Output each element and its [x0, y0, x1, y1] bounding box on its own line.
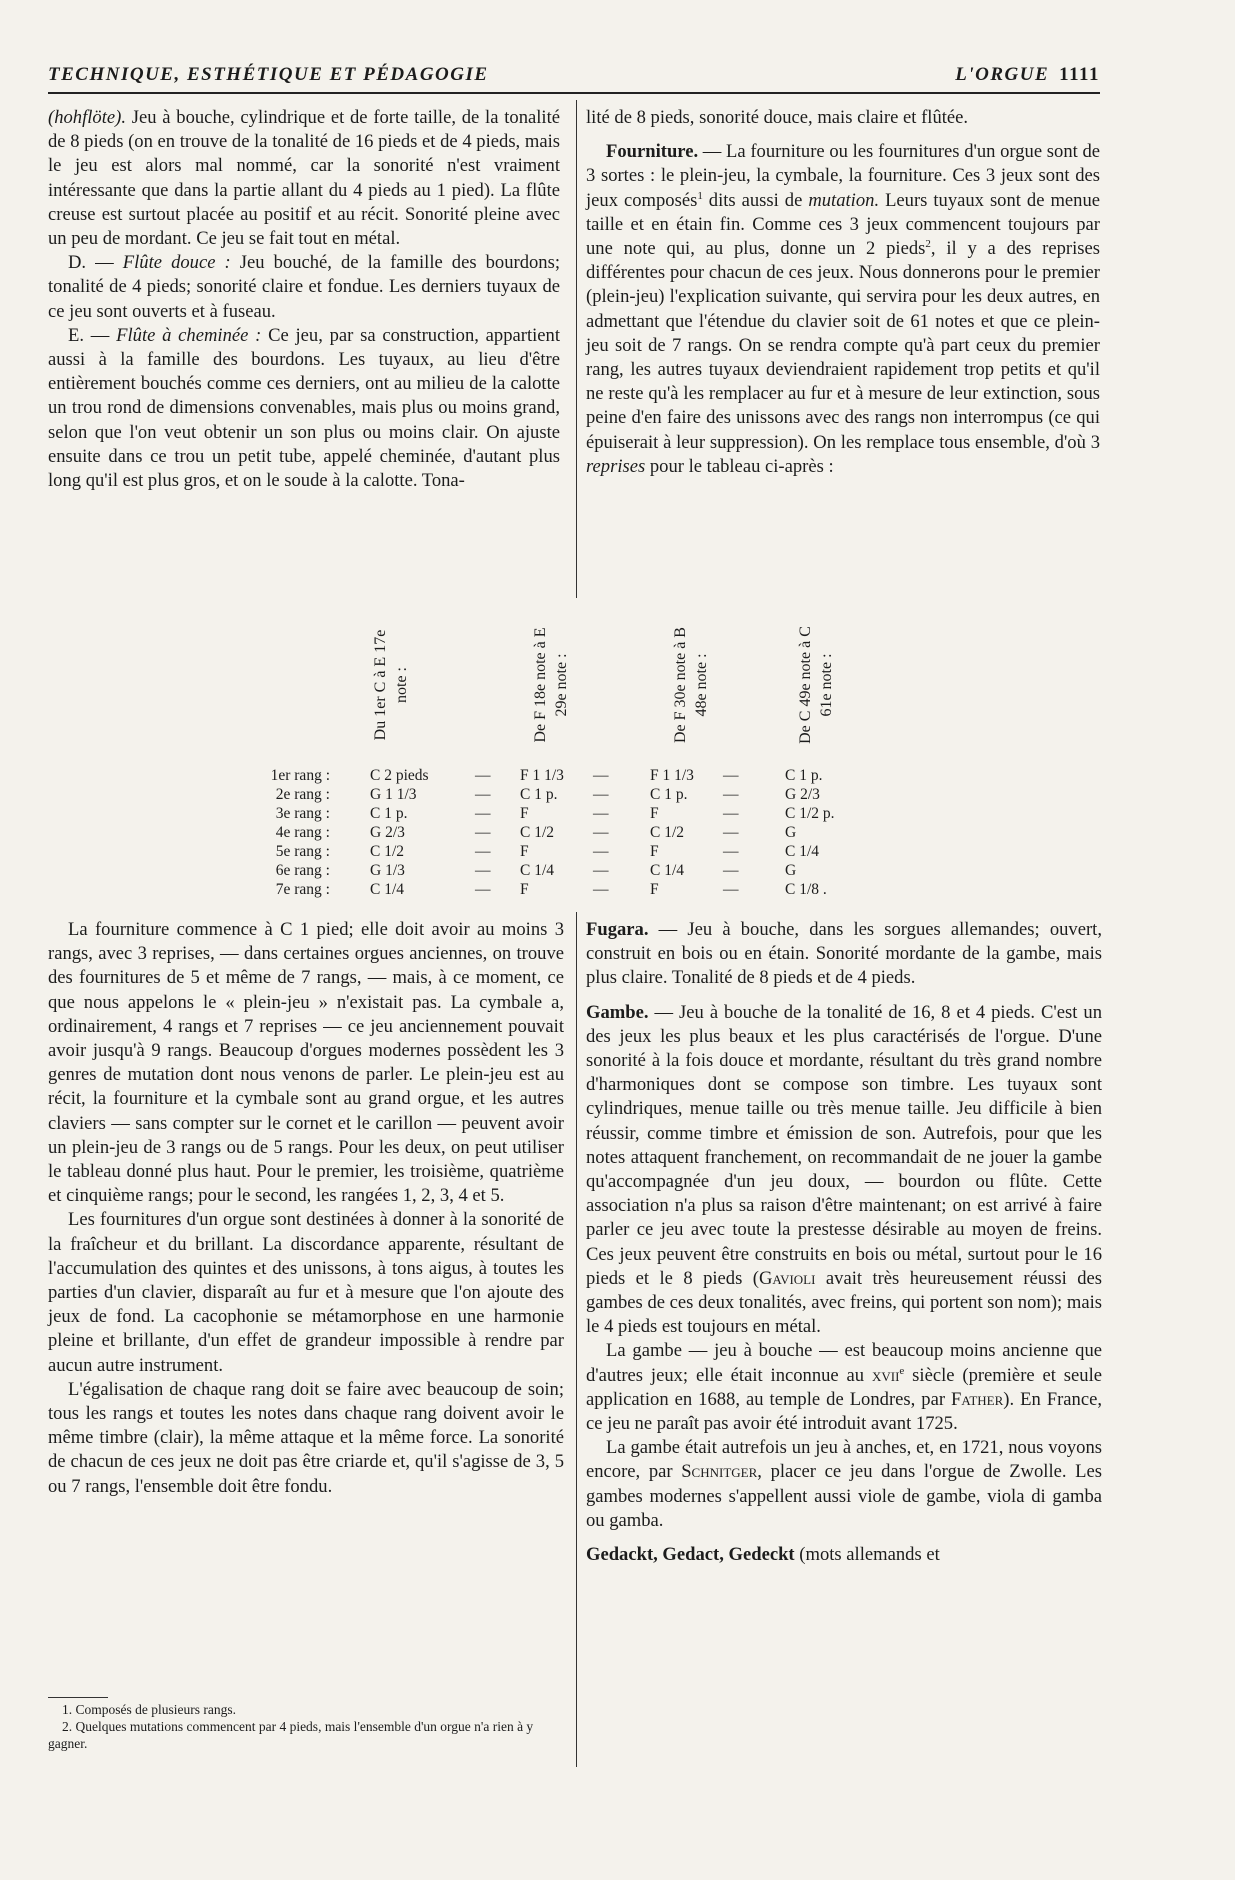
table-row [240, 786, 1040, 805]
text: , placer ce jeu dans l'orgue de Zwolle. Les gambes modernes s'appellent aussi viole de gambe, viola di gamba ou gamba. [586, 1461, 1102, 1531]
table-cell: G [785, 862, 797, 879]
column-bottom-left [48, 918, 564, 1499]
table-dash: — [723, 824, 739, 841]
column-top-right [586, 106, 1100, 479]
paragraph [586, 918, 1102, 991]
table-cell: G 1/3 [370, 862, 405, 879]
text: La gambe — jeu à bouche — est beaucoup moins ancienne que d'autres jeux; elle était inconnue au [586, 1340, 1102, 1386]
table-dash: — [723, 805, 739, 822]
text: — La fourniture ou les fournitures d'un orgue sont de 3 sortes : le plein-jeu, la cymbale, la fourniture. Ces 3 jeux sont des jeux composés [586, 141, 1100, 211]
table-cell: C 1/4 [785, 843, 820, 860]
table-cell: C 1/2 [650, 824, 685, 841]
table-cell: G [785, 824, 797, 841]
table-dash: — [723, 862, 739, 879]
table-cell: C 1/4 [370, 881, 405, 898]
page-number: 1111 [1059, 64, 1100, 85]
table-dash: — [593, 767, 609, 784]
text: Jeu à bouche, cylindrique et de forte taille, de la tonalité de 8 pieds (on en trouve de la tonalité de 16 pieds et de 4 pieds, mais le jeu est alors mal nommé, car la sonorité n'est vraiment intéressante que dans la partie allant du 4 pieds au 1 pied). La flûte creuse est surtout placée au positif et au récit. Sonorité pleine avec un peu de mordant. Ce jeu se fait tout en métal. [48, 107, 560, 250]
italic-term: Flûte à cheminée : [116, 324, 262, 346]
text: La gambe était autrefois un jeu à anches, et, en 1721, nous voyons encore, par [586, 1437, 1102, 1483]
table-cell: C 1 p. [370, 805, 408, 822]
table-cell: F [520, 843, 529, 860]
table-cell: F [650, 805, 659, 822]
table-dash: — [593, 843, 609, 860]
text: E. — [68, 324, 117, 346]
table-cell: G 2/3 [370, 824, 405, 841]
text: lité de 8 pieds, sonorité douce, mais claire et flûtée. [586, 107, 969, 128]
footnote-ref: 1 [697, 189, 703, 202]
paragraph [586, 140, 1100, 479]
paragraph [48, 251, 560, 324]
footnote-2: 2. Quelques mutations commencent par 4 pieds, mais l'ensemble d'un orgue n'a rien à y gagner. [48, 1719, 534, 1751]
text: Ce jeu, par sa construction, appartient aussi à la famille des bourdons. Les tuyaux, au lieu d'être entièrement bouchés comme ces derniers, ont au milieu de la calotte un trou rond de dimensions convenables, mais plus ou moins grand, selon que l'on veut obtenir un son plus ou moins clair. On ajuste ensuite dans ce trou un petit tube, appelé cheminée, d'autant plus long qu'il est plus gros, et on le soude à la calotte. Tona- [48, 324, 561, 492]
table-dash: — [475, 824, 491, 841]
table-dash: — [475, 843, 491, 860]
table-row [240, 843, 1040, 862]
table-header-1 [370, 615, 440, 755]
text: Jeu bouché, de la famille des bourdons; tonalité de 4 pieds; sonorité claire et fondue. Les derniers tuyaux de ce jeu sont ouverts et à fuseau. [48, 252, 560, 322]
table-row [240, 767, 1040, 786]
table-cell: C 1 p. [650, 786, 688, 803]
table-row [240, 824, 1040, 843]
text: ). En France, ce jeu ne paraît pas avoir été introduit avant 1725. [586, 1388, 1103, 1435]
table-cell: C 1 p. [785, 767, 823, 784]
header-text: De F 18e note à E 29e note : [532, 627, 570, 743]
paragraph [586, 1543, 1102, 1567]
table-header-2 [530, 615, 600, 755]
table-cell: C 1/2 [520, 824, 555, 841]
table-cell: C 1/2 p. [785, 805, 835, 822]
table-dash: — [723, 843, 739, 860]
table-dash: — [723, 881, 739, 898]
paragraph [48, 106, 560, 251]
text: — Jeu à bouche, dans les sorgues allemandes; ouvert, construit en bois ou en étain. Sonorité mordante de la gambe, mais plus claire. Tonalité de 8 pieds et de 4 pieds. [586, 919, 1102, 989]
table-cell: C 1/8 . [785, 881, 827, 898]
reprises-table [240, 615, 1040, 905]
name-smallcaps: Father [951, 1388, 1004, 1410]
table-row [240, 862, 1040, 881]
table-cell: C 1 p. [520, 786, 558, 803]
table-dash: — [593, 786, 609, 803]
text: Leurs tuyaux sont de menue taille et en étain fin. Comme ces 3 jeux commencent toujours par une note qui, au plus, donne un 2 pieds [586, 189, 1101, 260]
table-header-4 [795, 615, 865, 755]
column-divider-top [576, 100, 577, 598]
table-cell: C 2 pieds [370, 767, 429, 784]
column-bottom-right [586, 918, 1102, 1567]
column-divider-bottom [576, 912, 577, 1767]
table-cell: C 1/4 [650, 862, 685, 879]
table-header-3 [670, 615, 740, 755]
table-cell: F [650, 843, 659, 860]
table-cell: F [520, 881, 529, 898]
paragraph [586, 1436, 1102, 1533]
text: avait très heureusement réussi des gambes de ces deux tonalités, avec freins, qui portent son nom); mais le 4 pieds est toujours en métal. [586, 1267, 1102, 1338]
paragraph: L'égalisation de chaque rang doit se faire avec beaucoup de soin; tous les rangs et toutes les notes dans chaque rang doivent avoir le même timbre (clair), la même attaque et la même force. La sonorité de chacun de ces jeux ne doit pas être criarde et, qu'il s'agisse de 3, 5 ou 7 rangs, l'ensemble doit être fondu. [48, 1378, 564, 1497]
table-dash: — [723, 786, 739, 803]
text: D. — [68, 252, 123, 274]
table-dash: — [475, 767, 491, 784]
table-cell: F 1 1/3 [650, 767, 694, 784]
name-smallcaps: Schnitger [681, 1461, 758, 1483]
table-dash: — [475, 862, 491, 879]
row-label: 3e rang : [275, 805, 330, 822]
table-row [240, 881, 1040, 900]
header-text: De C 49e note à C 61e note : [797, 626, 835, 744]
table-cell: C 1/4 [520, 862, 555, 879]
italic-term: Flûte douce : [122, 252, 231, 274]
paragraph: Les fournitures d'un orgue sont destinées à donner à la sonorité de la fraîcheur et du brillant. La discordance apparente, résultant de l'accumulation des quintes et des unissons, à tons aigus, à toutes les parties d'un clavier, disparaît au fur et à mesure que l'on ajoute des jeux de fond. La cacophonie se métamorphose en une harmonie pleine et brillante, d'un effet de grandeur impossible à rendre par aucun autre instrument. [48, 1209, 564, 1376]
table-dash: — [593, 881, 609, 898]
paragraph [586, 1001, 1102, 1340]
footnotes [48, 1697, 558, 1752]
row-label: 6e rang : [275, 862, 330, 879]
italic-term: (hohflöte). [48, 107, 126, 128]
text: siècle (première et seule application en 1688, au temple de Londres, par [586, 1364, 1102, 1410]
row-label: 1er rang : [270, 767, 330, 784]
header-text: Du 1er C à E 17e note : [372, 629, 410, 741]
text: , il y a des reprises différentes pour chacun de ces jeux. Nous donnerons pour le premier (plein-jeu) l'explication suivante, qui servira pour les deux autres, en admettant que l'étendue du clavier soit de 61 notes et que ce plein-jeu soit de 7 rangs. On se rendra compte qu'à part ceux du premier rang, les autres tuyaux deviendraient rapidement trop petits et qu'il ne reste qu'à les remplacer au fur et à mesure de leur extinction, sous peine d'en faire des unissons avec des rangs non interrompus (ce qui épuiserait à leur suppression). On les remplace tous ensemble, d'où 3 [586, 238, 1100, 453]
table-cell: G 2/3 [785, 786, 820, 803]
footnote-1: 1. Composés de plusieurs rangs. [62, 1702, 236, 1717]
text: pour le tableau ci-après : [645, 455, 834, 477]
paragraph [586, 106, 1100, 130]
text: (mots allemands et [794, 1544, 940, 1566]
running-header [48, 62, 1100, 94]
table-dash: — [593, 862, 609, 879]
header-right [955, 64, 1100, 86]
header-journal: L'ORGUE [955, 64, 1050, 85]
table-dash: — [475, 786, 491, 803]
footnote-rule [48, 1697, 108, 1698]
row-label: 2e rang : [275, 786, 330, 803]
text: — Jeu à bouche de la tonalité de 16, 8 et 4 pieds. C'est un des jeux les plus beaux et les plus caractérisés de l'orgue. D'une sonorité à la fois douce et mordante, résultant du très grand nombre d'harmoniques dont se compose son timbre. Les tuyaux sont cylindriques, menue taille ou très menue taille. Jeu difficile à bien réussir, comme timbre et émission de son. Autrefois, pour que les notes attaquent franchement, on recommandait de ne jouer la gambe qu'accompagnée d'un jeu doux, — bourdon ou flûte. Cette association n'a plus sa raison d'être maintenant; on est arrivé à faire parler ce jeu avec toute la prestesse désirable au moyen de freins. Ces jeux peuvent être construits en bois ou métal, surtout pour le 16 pieds et le 8 pieds ( [586, 1001, 1102, 1289]
table-cell: C 1/2 [370, 843, 405, 860]
header-title: TECHNIQUE, ESTHÉTIQUE ET PÉDAGOGIE [48, 64, 489, 85]
table-dash: — [475, 881, 491, 898]
row-label: 5e rang : [275, 843, 330, 860]
paragraph [586, 1339, 1102, 1436]
header-text: De F 30e note à B 48e note : [672, 627, 710, 743]
paragraph: La fourniture commence à C 1 pied; elle doit avoir au moins 3 rangs, avec 3 reprises, — dans certaines orgues anciennes, on trouve des fournitures de 5 et même de 7 rangs, — mais, à ce moment, ce que nous appelons le « plein-jeu » n'existait pas. La cymbale a, ordinairement, 4 rangs et 7 reprises — ce jeu anciennement pouvait avoir jusqu'à 9 rangs. Beaucoup d'orgues modernes possèdent les 3 genres de mutation dont nous venons de parler. Le plein-jeu est au récit, la fourniture et la cymbale sont au grand orgue, et les autres claviers — sans compter sur le cornet et le carillon — peuvent avoir un plein-jeu de 3 rangs ou de 5 rangs. Pour les deux, on peut utiliser le tableau donné plus haut. Pour le premier, les troisième, quatrième et cinquième rangs; pour le second, les rangées 1, 2, 3, 4 et 5. [48, 919, 564, 1207]
row-label: 7e rang : [275, 881, 330, 898]
table-dash: — [593, 805, 609, 822]
table-cell: F [520, 805, 529, 822]
table-row [240, 805, 1040, 824]
table-cell: G 1 1/3 [370, 786, 417, 803]
term-gedackt: Gedackt, Gedact, Gedeckt [586, 1544, 795, 1566]
footnote-ref: 2 [925, 237, 931, 250]
italic-term: reprises [586, 455, 646, 477]
table-cell: F [650, 881, 659, 898]
name-smallcaps: Gavioli [758, 1267, 816, 1289]
italic-term: mutation. [808, 189, 880, 211]
superscript: e [899, 1364, 905, 1377]
table-dash: — [593, 824, 609, 841]
text: dits aussi de [702, 189, 809, 211]
term-fugara: Fugara. [586, 919, 649, 940]
row-label: 4e rang : [275, 824, 330, 841]
table-dash: — [723, 767, 739, 784]
paragraph [48, 324, 560, 493]
century-smallcaps: xvii [871, 1364, 900, 1386]
table-cell: F 1 1/3 [520, 767, 564, 784]
column-top-left [48, 106, 560, 493]
term-gambe: Gambe. [586, 1001, 649, 1023]
table-dash: — [475, 805, 491, 822]
term-fourniture: Fourniture. [606, 141, 699, 163]
